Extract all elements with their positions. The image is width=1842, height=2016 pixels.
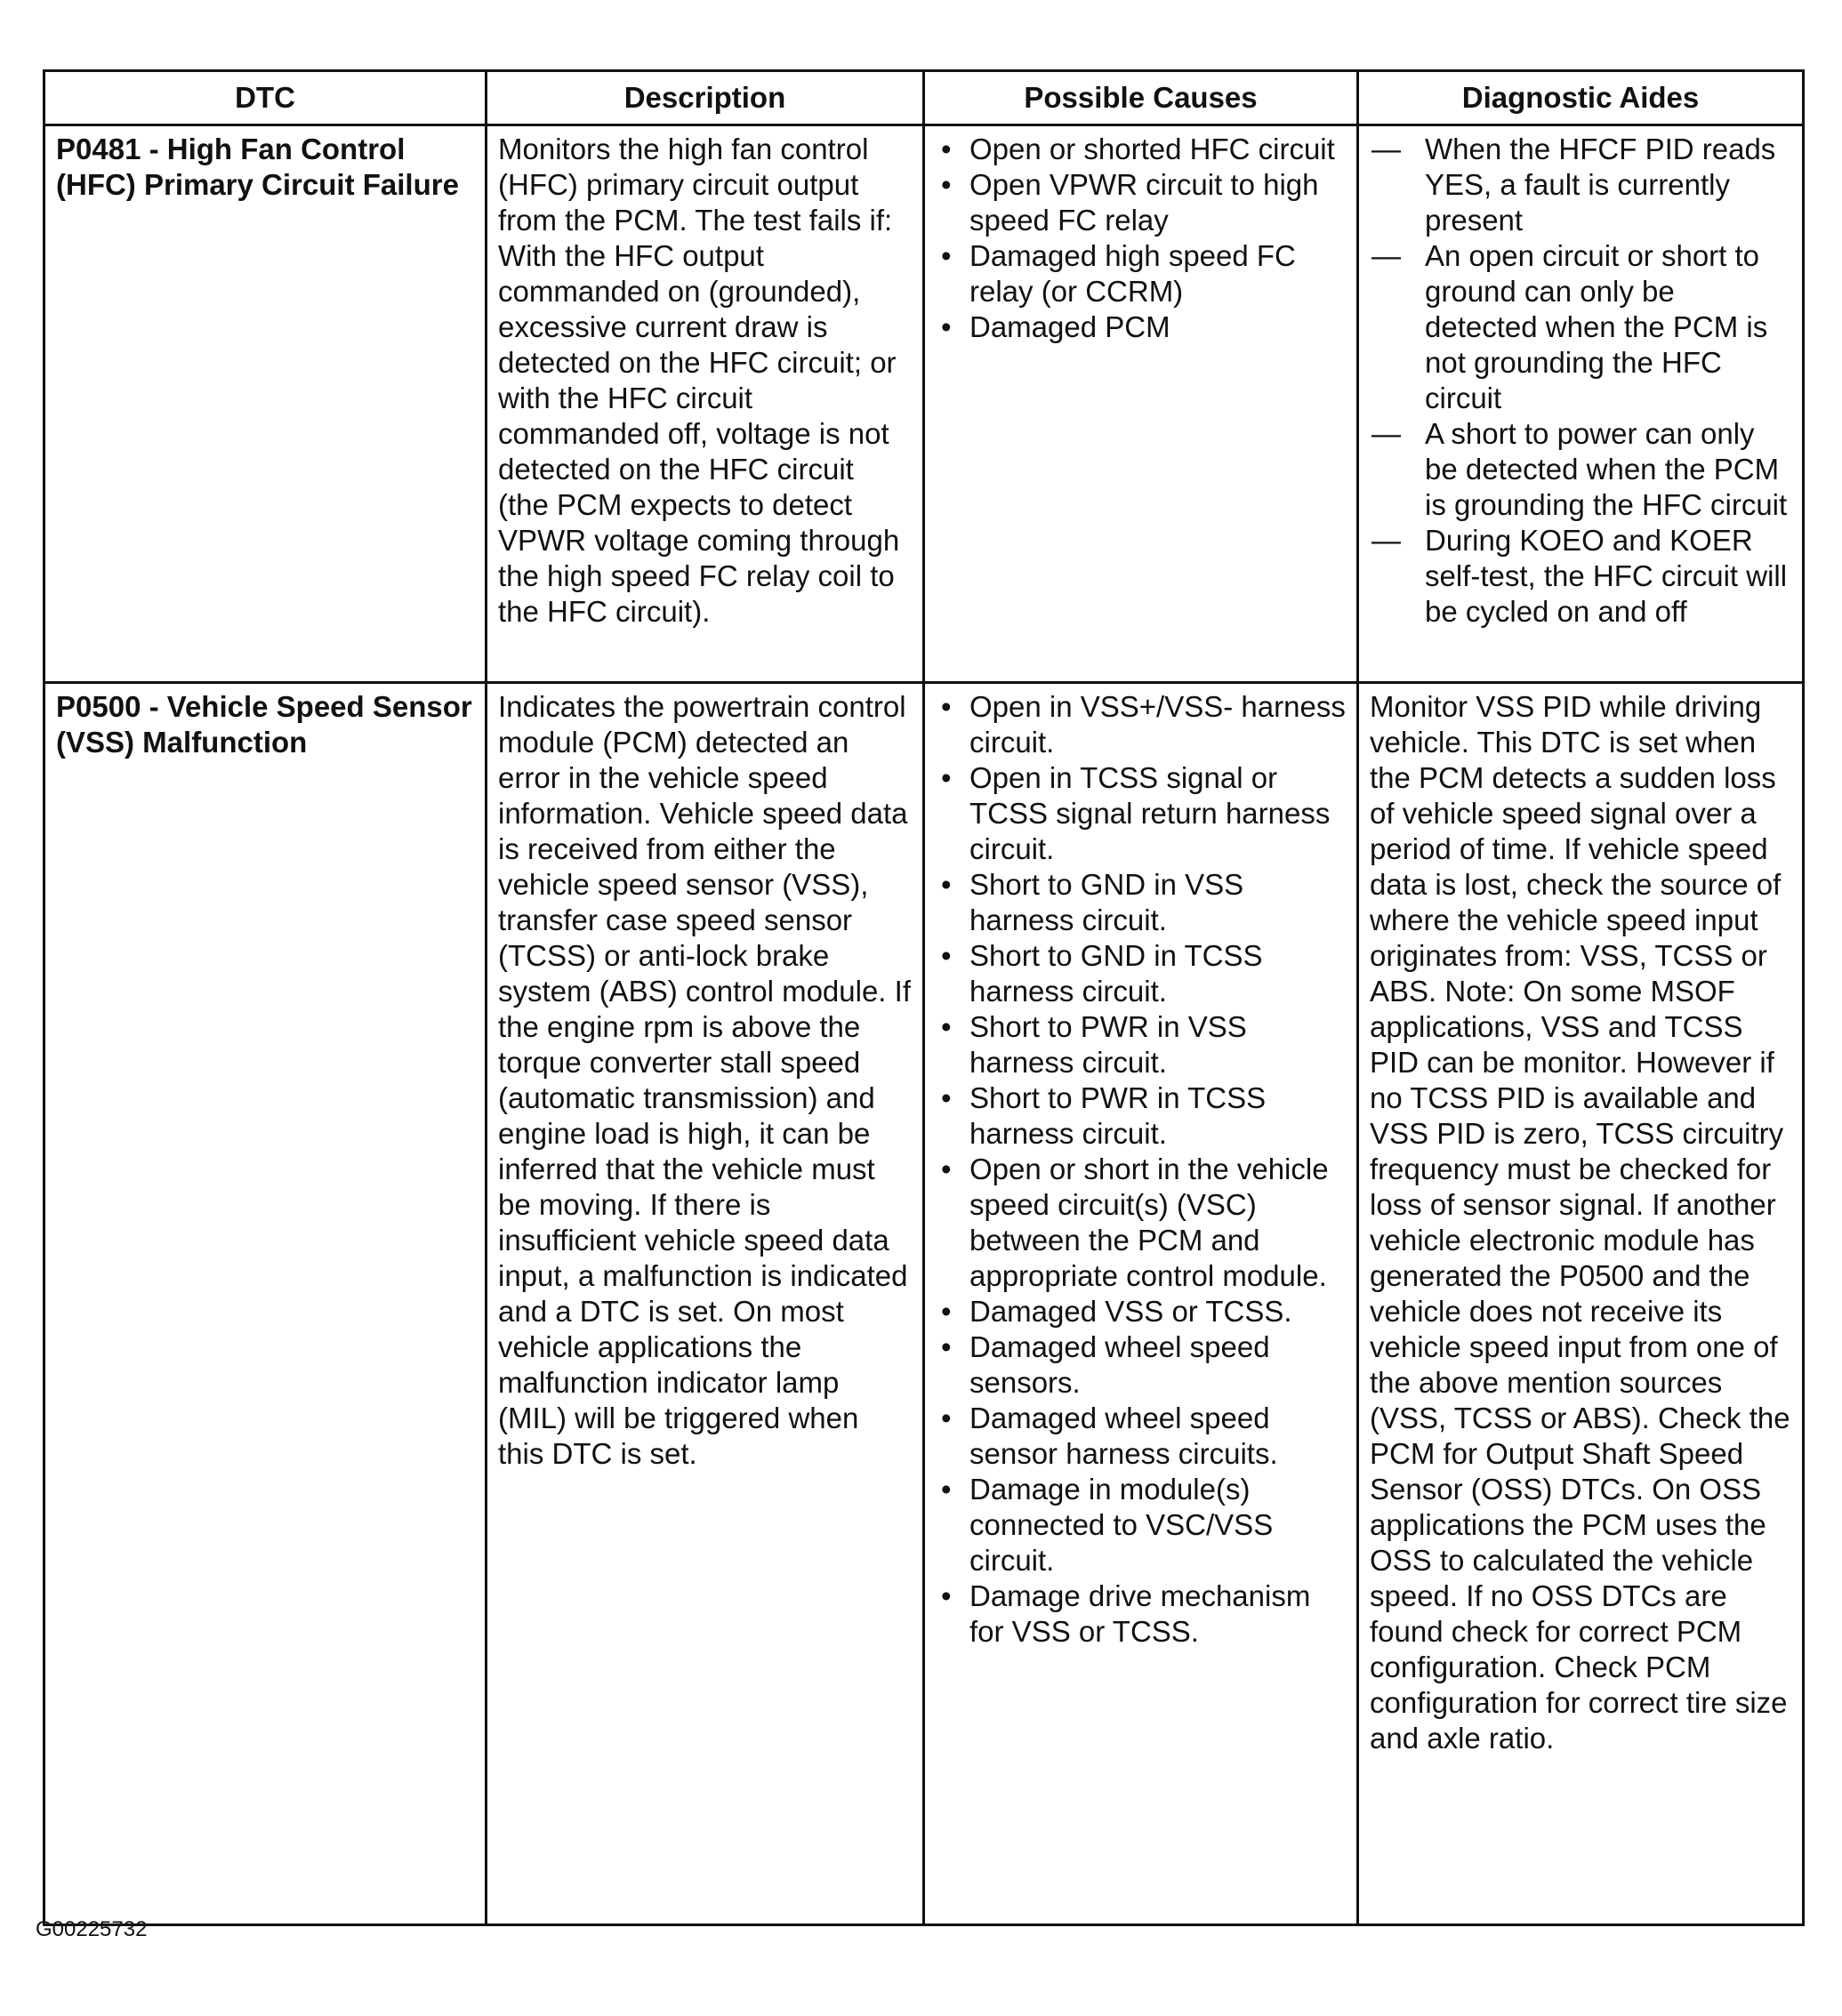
cause-item: • Open or short in the vehicle speed circuit(s) (VSC) between the PCM and appropriate control module. <box>936 1152 1346 1294</box>
dtc-code-title: P0500 - Vehicle Speed Sensor (VSS) Malfunction <box>56 690 472 759</box>
cause-item: • Open VPWR circuit to high speed FC relay <box>936 167 1346 238</box>
dtc-code-title: P0481 - High Fan Control (HFC) Primary Circuit Failure <box>56 133 459 201</box>
causes-list <box>936 689 1346 1650</box>
dtc-table <box>43 69 1805 1926</box>
causes-list <box>936 132 1346 345</box>
header-description: Description <box>487 71 924 125</box>
header-possible-causes: Possible Causes <box>924 71 1358 125</box>
header-row <box>44 71 1804 125</box>
cause-item: • Damaged high speed FC relay (or CCRM) <box>936 238 1346 309</box>
cause-item: • Open in VSS+/VSS- harness circuit. <box>936 689 1346 760</box>
cause-item: • Damaged VSS or TCSS. <box>936 1294 1346 1329</box>
figure-id: G00225732 <box>36 1917 148 1941</box>
aides-list <box>1370 132 1791 630</box>
aides-cell <box>1358 125 1804 683</box>
aide-item: — A short to power can only be detected when the PCM is grounding the HFC circuit <box>1370 416 1791 523</box>
cause-item: • Damaged wheel speed sensors. <box>936 1329 1346 1401</box>
cause-item: • Open or shorted HFC circuit <box>936 132 1346 167</box>
cause-item: • Open in TCSS signal or TCSS signal return harness circuit. <box>936 760 1346 867</box>
description-cell <box>487 125 924 683</box>
table-row <box>44 125 1804 683</box>
description-cell <box>487 683 924 1925</box>
cause-item: • Damaged PCM <box>936 309 1346 345</box>
cause-item: • Short to PWR in TCSS harness circuit. <box>936 1080 1346 1152</box>
cause-item: • Short to PWR in VSS harness circuit. <box>936 1009 1346 1080</box>
cause-item: • Short to GND in VSS harness circuit. <box>936 867 1346 938</box>
cause-item: • Damaged wheel speed sensor harness circuits. <box>936 1401 1346 1472</box>
header-dtc: DTC <box>44 71 487 125</box>
aides-cell <box>1358 683 1804 1925</box>
causes-cell <box>924 125 1358 683</box>
description-text: Monitors the high fan control (HFC) primary circuit output from the PCM. The test fails if: With the HFC output commanded on (grounded), excessive current draw is detected on the HFC circuit; or with the HFC circuit commanded off, voltage is not detected on the HFC circuit (the PCM expects to detect VPWR voltage coming through the high speed FC relay coil to the HFC circuit). <box>498 133 900 628</box>
dtc-cell <box>44 683 487 1925</box>
cause-item: • Short to GND in TCSS harness circuit. <box>936 938 1346 1009</box>
aides-text: Monitor VSS PID while driving vehicle. This DTC is set when the PCM detects a sudden loss of vehicle speed signal over a period of time. If vehicle speed data is lost, check the source of where the vehicle speed input originates from: VSS, TCSS or ABS. Note: On some MSOF applications, VSS and TCSS PID can be monitor. However if no TCSS PID is available and VSS PID is zero, TCSS circuitry frequency must be checked for loss of sensor signal. If another vehicle electronic module has generated the P0500 and the vehicle does not receive its vehicle speed input from one of the above mention sources (VSS, TCSS or ABS). Check the PCM for Output Shaft Speed Sensor (OSS) DTCs. On OSS applications the PCM uses the OSS to calculated the vehicle speed. If no OSS DTCs are found check for correct PCM configuration. Check PCM configuration for correct tire size and axle ratio. <box>1370 690 1790 1755</box>
header-diagnostic-aides: Diagnostic Aides <box>1358 71 1804 125</box>
table-row <box>44 683 1804 1925</box>
aide-item: — An open circuit or short to ground can only be detected when the PCM is not grounding the HFC circuit <box>1370 238 1791 416</box>
aide-item: — During KOEO and KOER self-test, the HFC circuit will be cycled on and off <box>1370 523 1791 630</box>
cause-item: • Damage in module(s) connected to VSC/VSS circuit. <box>936 1472 1346 1578</box>
causes-cell <box>924 683 1358 1925</box>
cause-item: • Damage drive mechanism for VSS or TCSS. <box>936 1578 1346 1650</box>
description-text: Indicates the powertrain control module (PCM) detected an error in the vehicle speed information. Vehicle speed data is received from either the vehicle speed sensor (VSS), transfer case speed sensor (TCSS) or anti-lock brake system (ABS) control module. If the engine rpm is above the torque converter stall speed (automatic transmission) and engine load is high, it can be inferred that the vehicle must be moving. If there is insufficient vehicle speed data input, a malfunction is indicated and a DTC is set. On most vehicle applications the malfunction indicator lamp (MIL) will be triggered when this DTC is set. <box>498 690 911 1470</box>
dtc-cell <box>44 125 487 683</box>
aide-item: — When the HFCF PID reads YES, a fault is currently present <box>1370 132 1791 238</box>
